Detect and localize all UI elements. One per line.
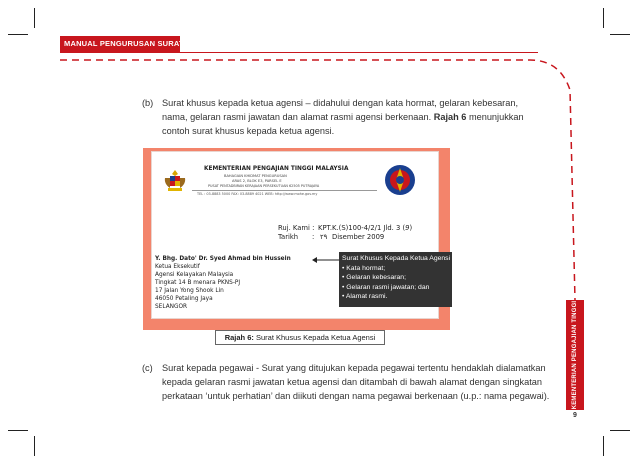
reference-text: KPT.K.(S)100-4/2/1 Jld. 3 ( <box>318 224 406 232</box>
paragraph-line: kepada gelaran rasmi jawatan ketua agensi dan ditambah di bawah alamat dengan singkatan <box>162 377 543 387</box>
paragraph-line-end: menunjukkan <box>468 112 524 122</box>
side-label-container <box>566 300 584 410</box>
paragraph-line <box>162 110 524 124</box>
addressee-name: Y. Bhg. Dato' Dr. Syed Ahmad bin Hussein <box>155 256 291 262</box>
ministry-sub: PUSAT PENTADBIRAN KERAJAAN PERSEKUTUAN 62505 PUTRAJAYA <box>208 184 320 188</box>
paragraph-b <box>142 96 542 140</box>
callout-box <box>339 252 452 307</box>
ministry-sub: BAHAGIAN KHIDMAT PENGURUSAN <box>224 174 287 178</box>
caption-label: Rajah 6: <box>224 333 254 342</box>
paragraph-line-text: nama, gelaran rasmi jawatan dan alamat rasmi agensi berkenaan. <box>162 112 432 122</box>
date-value: Disember 2009 <box>332 233 385 241</box>
callout-item: • Kata hormat; <box>342 264 386 272</box>
figure-caption <box>215 330 385 345</box>
date-label: Tarikh <box>278 233 299 241</box>
contact-line: TEL : 03-8883 5000 FAX: 03-8889 4021 WEB: http://www.mohe.gov.my <box>197 192 318 196</box>
caption-text: Surat Khusus Kepada Ketua Agensi <box>256 333 376 342</box>
paragraph-line: Surat khusus kepada ketua agensi – didahului dengan kata hormat, gelaran kebesaran, <box>162 98 519 108</box>
side-label: KEMENTERIAN PENGAJIAN TINGGI <box>572 300 578 410</box>
arrow-left-icon <box>312 256 340 264</box>
date-hijri: ٢٩ <box>320 233 328 241</box>
reference-close: ) <box>409 224 413 232</box>
paragraph-line: perkataan ‘untuk perhatian’ dan diikuti dengan nama pegawai berkenaan (u.p.: nama pegawai). <box>162 391 550 401</box>
header-title: MANUAL PENGURUSAN SURAT RASMI <box>64 39 212 48</box>
letterhead-rule <box>192 190 377 191</box>
address-line: 17 Jalan Yong Shook Lin <box>155 288 224 294</box>
address-line: SELANGOR <box>155 304 188 310</box>
ministry-logo-icon <box>382 162 418 198</box>
paragraph-text <box>162 96 524 138</box>
page-number: 9 <box>573 412 577 419</box>
reference-value <box>318 224 412 232</box>
figure-reference: Rajah 6 <box>433 112 467 122</box>
ministry-name: KEMENTERIAN PENGAJIAN TINGGI MALAYSIA <box>204 166 349 172</box>
address-line: Agensi Kelayakan Malaysia <box>155 272 234 278</box>
paragraph-text <box>162 361 549 403</box>
paragraph-label: (c) <box>142 363 153 373</box>
paragraph-c <box>142 361 552 405</box>
callout-item: • Alamat rasmi. <box>342 293 388 300</box>
reference-label: Ruj. Kami : <box>278 224 315 232</box>
header-rule <box>60 52 538 53</box>
paragraph-line: contoh surat khusus kepada ketua agensi. <box>162 126 335 136</box>
address-line: 46050 Petaling Jaya <box>155 296 213 302</box>
date-separator: : <box>312 233 315 241</box>
address-line: Ketua Eksekutif <box>155 264 200 270</box>
callout-item: • Gelaran rasmi jawatan; dan <box>342 283 430 291</box>
ministry-sub: ARAS 2, BLOK E3, PARSEL E <box>232 179 282 183</box>
callout-item: • Gelaran kebesaran; <box>342 274 406 281</box>
coat-of-arms-icon <box>162 168 188 192</box>
paragraph-line: Surat kepada pegawai - Surat yang ditujukan kepada pegawai tertentu hendaklah dialamatkan <box>162 363 546 373</box>
paragraph-label: (b) <box>142 98 154 108</box>
reference-number: 9 <box>405 224 410 232</box>
callout-title: Surat Khusus Kepada Ketua Agensi <box>342 255 451 262</box>
address-line: Tingkat 14 B menara PKNS-PJ <box>155 280 241 286</box>
